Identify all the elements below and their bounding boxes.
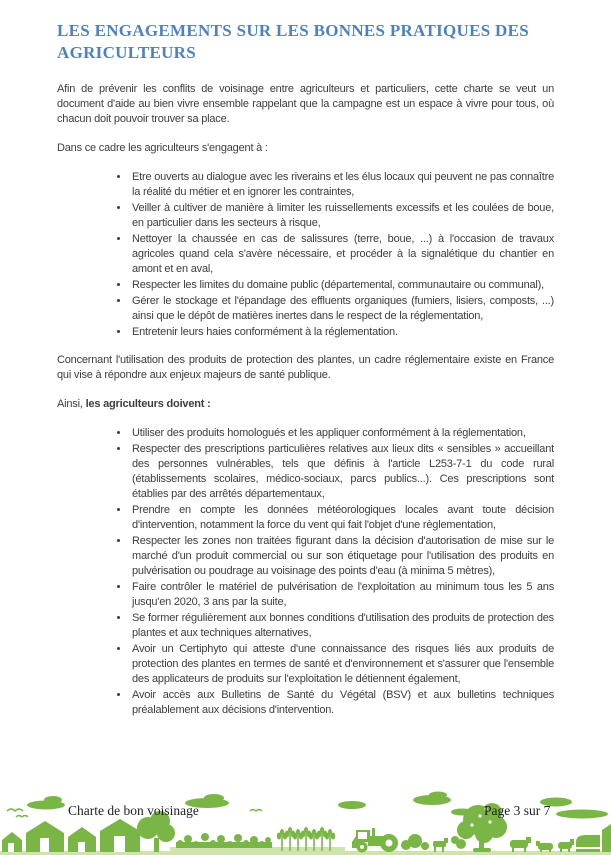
list-item: • Respecter les zones non traitées figurant dans la décision d'autorisation de mise sur le marché d'un produit commercial ou sur son étiquetage pour l'utilisation des produits en pulvérisation ou poudrage au voisinage des points d'eau (à minima 5 mètres), [130,534,554,579]
footer-landscape-illustration [0,790,611,855]
intro-paragraph: Afin de prévenir les conflits de voisinage entre agriculteurs et particuliers, cette charte se veut un document d'aide au bien vivre ensemble rappelant que la campagne est un espace à vivre pour tous, où chacun doit pouvoir trouver sa place. [57,83,554,125]
barn-silo-icon [576,824,611,852]
list-item: • Respecter les limites du domaine public (départemental, communautaire ou communal), [130,278,554,293]
page-footer [0,790,611,855]
tractor-icon [352,828,398,853]
engagement-intro-line: Dans ce cadre les agriculteurs s'engagent à : [57,142,268,154]
list-item: • Prendre en compte les données météorologiques locales avant toute décision d'intervention, notamment la force du vent qui fait l'objet d'une règlementation, [130,503,554,533]
farm-houses-icon [2,819,140,852]
ainsi-bold-text: les agriculteurs doivent : [85,398,211,410]
list-item: • Utiliser des produits homologués et les appliquer conformément à la réglementation, [130,426,554,441]
livestock-icon [401,834,466,852]
footer-page-number: Page 3 sur 7 [484,803,551,818]
list-item: • Avoir un Certiphyto qui atteste d'une connaissance des risques liés aux produits de protection des plantes en termes de santé et d'environnement et s'assurer que l'ensemble des applicateurs de produits sur l'exploitation le détiennent également, [130,642,554,687]
list-item: • Veiller à cultiver de manière à limiter les ruissellements excessifs et les coulées de boue, en particulier dans les secteurs à risque, [130,201,554,231]
grass-icon [176,833,272,848]
list-item: • Se former régulièrement aux bonnes conditions d'utilisation des produits de protection des plantes et aux techniques alternatives, [130,611,554,641]
page-title: LES ENGAGEMENTS SUR LES BONNES PRATIQUES DES AGRICULTEURS [57,21,530,62]
list-item: • Gérer le stockage et l'épandage des effluents organiques (fumiers, lisiers, composts, ...) ainsi que le dépôt de matières inertes dans le respect de la réglementation, [130,294,554,324]
list-item: • Nettoyer la chaussée en cas de salissures (terre, boue, ...) à l'occasion de travaux agricoles quand cela s'avère nécessaire, et procéder à la signalétique du chantier en amont et en aval, [130,232,554,277]
document-body [57,20,554,731]
regulation-paragraph: Concernant l'utilisation des produits de protection des plantes, un cadre réglementaire existe en France qui vise à répondre aux enjeux majeurs de santé publique. [57,354,554,381]
ainsi-line [57,397,554,412]
product-use-list [57,426,554,718]
good-practices-list [57,170,554,340]
footer-document-name: Charte de bon voisinage [68,803,199,818]
list-item: • Entretenir leurs haies conformément à la réglementation. [130,325,554,340]
list-item: • Faire contrôler le matériel de pulvérisation de l'exploitation au minimum tous les 5 ans jusqu'en 2020, 3 ans par la suite, [130,580,554,610]
list-item: • Avoir accès aux Bulletins de Santé du Végétal (BSV) et aux bulletins techniques préalablement aux décisions d'intervention. [130,688,554,718]
list-item: • Respecter des prescriptions particulières relatives aux lieux dits « sensibles » accueillant des personnes vulnérables, tels que définis à l'article L253-7-1 du code rural (établissements scolaires, médico-sociaux, parcs publics...). Ces prescriptions sont établies par des arrêtés départementaux, [130,442,554,502]
ainsi-prefix: Ainsi, [57,398,86,410]
list-item: • Etre ouverts au dialogue avec les riverains et les élus locaux qui peuvent ne pas connaître la réalité du métier et en ignorer les contraintes, [130,170,554,200]
cows-icon [510,837,574,852]
